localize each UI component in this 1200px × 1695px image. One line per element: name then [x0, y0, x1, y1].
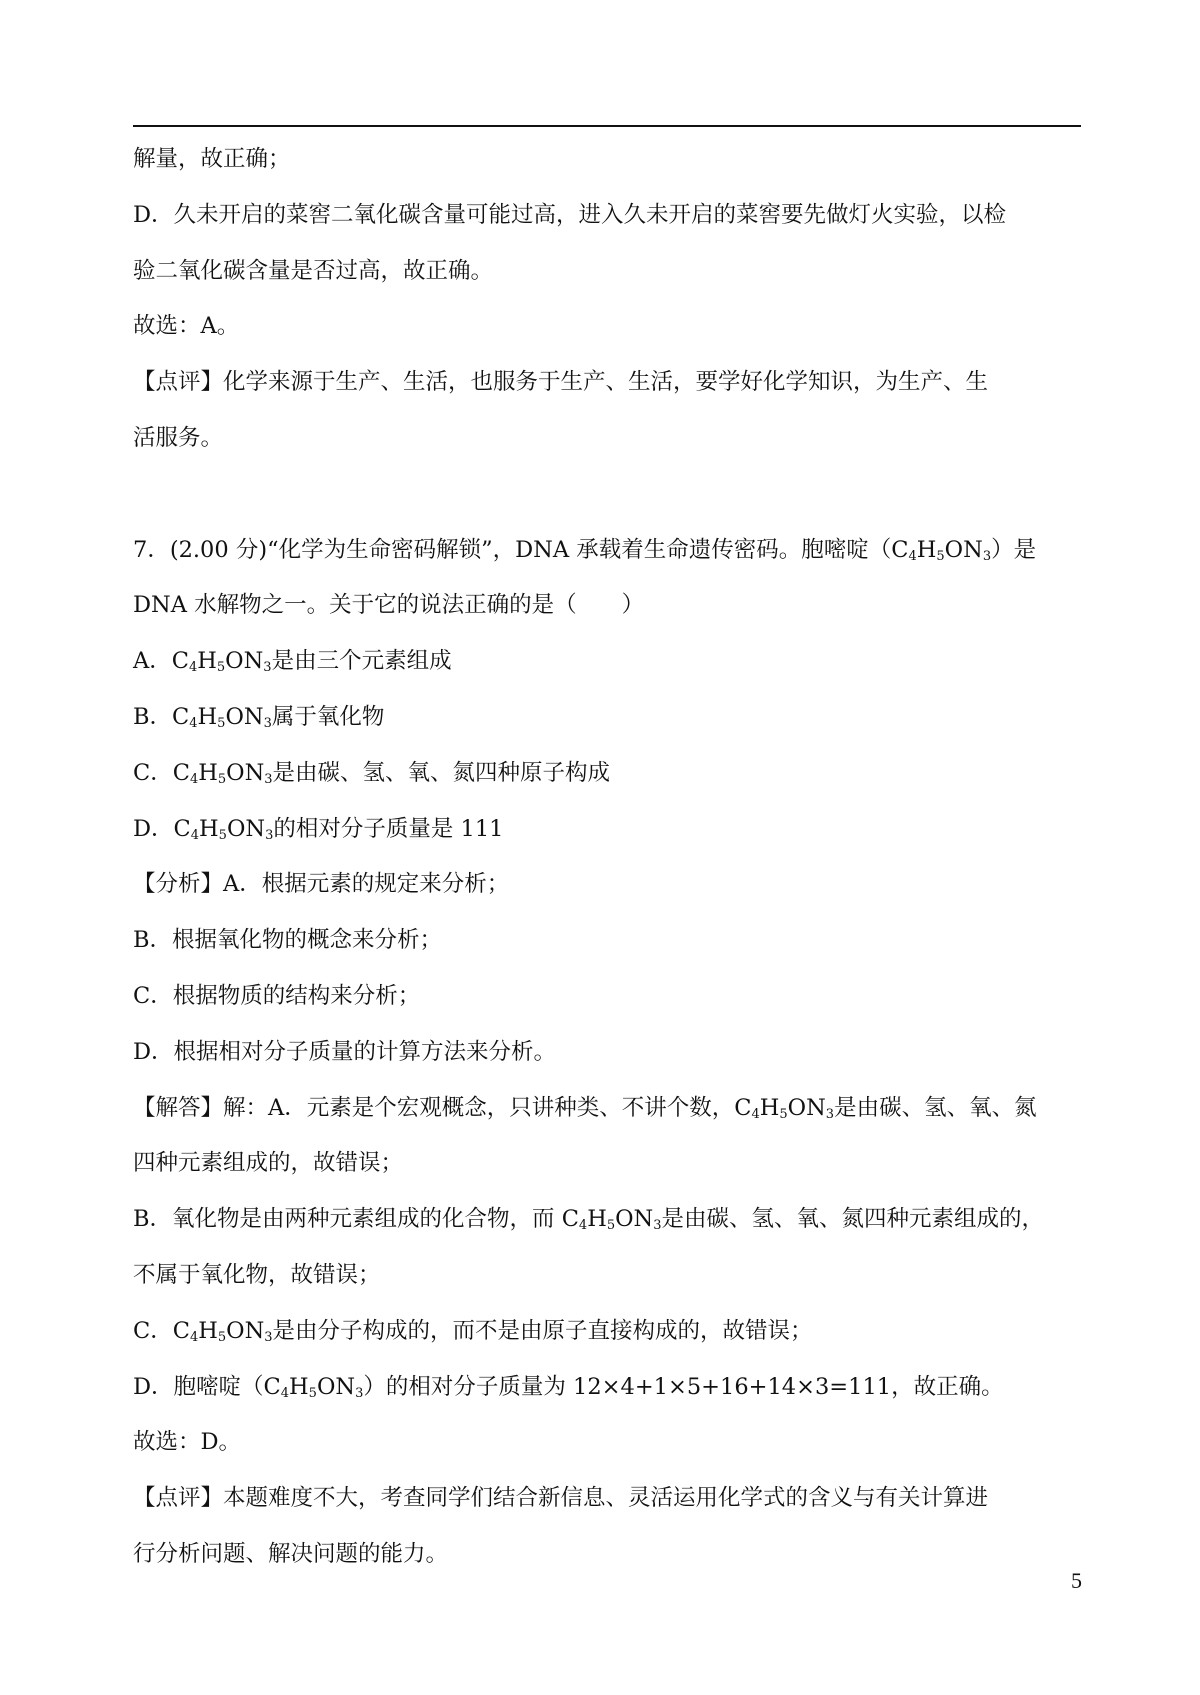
- formula-element-c: C: [172, 703, 190, 730]
- formula-subscript-h: 5: [216, 660, 226, 676]
- section-spacer: [133, 467, 1081, 523]
- option-a-text: 是由三个元素组成: [271, 648, 452, 675]
- prev-comment-line-1: 【点评】化学来源于生产、生活，也服务于生产、生活，要学好化学知识，为生产、生: [133, 369, 989, 396]
- formula-subscript-n: 3: [265, 827, 274, 843]
- formula-subscript-c: 4: [280, 1385, 290, 1401]
- formula-subscript-h: 5: [779, 1106, 788, 1122]
- formula-subscript-n: 3: [263, 660, 272, 676]
- solution-comment-line-1: 【点评】本题难度不大，考查同学们结合新信息、灵活运用化学式的含义与有关计算进: [133, 1485, 989, 1512]
- formula-subscript-h: 5: [217, 715, 226, 731]
- prev-line-1: 解量，故正确；: [133, 146, 291, 172]
- formula-subscript-n: 3: [264, 1329, 273, 1345]
- solution-line-5: [133, 1304, 1081, 1360]
- option-b: [133, 690, 1081, 746]
- prev-comment-line-2: 活服务。: [133, 424, 224, 451]
- solution-line-1-text: 【解答】解：A．元素是个宏观概念，只讲种类、不讲个数，: [133, 1094, 735, 1121]
- option-b-label: B．: [133, 703, 173, 730]
- formula-element-c: C: [172, 759, 190, 786]
- question-7-stem-text: 7．(2.00 分)“化学为生命密码解锁”，DNA 承载着生命遗传密码。胞嘧啶（: [133, 536, 892, 563]
- option-c-label: C．: [133, 759, 173, 786]
- formula-subscript-h: 5: [936, 548, 945, 564]
- option-b-text: 属于氧化物: [271, 703, 385, 730]
- analysis-line-3: C．根据物质的结构来分析；: [133, 982, 421, 1009]
- option-d-label: D．: [133, 815, 174, 842]
- formula-subscript-c: 4: [908, 548, 917, 564]
- analysis-line-1: 【分析】A．根据元素的规定来分析；: [133, 871, 510, 898]
- option-d: [133, 802, 1081, 858]
- formula-element-on: ON: [226, 1317, 265, 1344]
- formula-subscript-h: 5: [606, 1218, 616, 1234]
- page-number: 5: [1071, 1568, 1082, 1593]
- formula-element-on: ON: [787, 1094, 826, 1121]
- solution-line-1: [133, 1081, 1081, 1137]
- chemical-formula: [174, 816, 274, 842]
- formula-element-c: C: [561, 1206, 579, 1233]
- solution-line-4: 不属于氧化物，故错误；: [133, 1261, 381, 1288]
- formula-element-on: ON: [615, 1206, 654, 1233]
- formula-element-c: C: [891, 536, 909, 563]
- chemical-formula: [734, 1095, 834, 1121]
- solution-line-6-text: D．胞嘧啶（: [133, 1373, 264, 1400]
- chemical-formula: [172, 648, 272, 674]
- formula-element-c: C: [173, 815, 191, 842]
- formula-element-h: H: [197, 703, 218, 730]
- solution-line-6-end: ）的相对分子质量为 12×4+1×5+16+14×3=111，故正确。: [363, 1373, 1004, 1400]
- option-c-text: 是由碳、氢、氧、氮四种原子构成: [272, 759, 611, 786]
- formula-subscript-n: 3: [653, 1218, 662, 1234]
- header-rule: [133, 125, 1081, 127]
- chemical-formula: [264, 1374, 364, 1400]
- formula-element-c: C: [171, 648, 189, 675]
- formula-element-on: ON: [226, 759, 265, 786]
- solution-line-5-text: 是由分子构成的，而不是由原子直接构成的，故错误；: [272, 1317, 813, 1344]
- option-d-text: 的相对分子质量是 111: [273, 815, 504, 842]
- formula-subscript-n: 3: [355, 1385, 364, 1401]
- formula-subscript-h: 5: [217, 771, 227, 787]
- formula-element-h: H: [587, 1206, 607, 1233]
- formula-element-on: ON: [225, 648, 264, 675]
- formula-subscript-c: 4: [189, 771, 199, 787]
- prev-answer: 故选：A。: [133, 313, 240, 340]
- formula-subscript-n: 3: [982, 548, 992, 564]
- solution-line-1-end: 是由碳、氢、氧、氮: [834, 1094, 1037, 1121]
- formula-element-on: ON: [226, 815, 266, 842]
- formula-element-h: H: [199, 815, 219, 842]
- formula-element-c: C: [172, 1317, 190, 1344]
- formula-subscript-c: 4: [189, 715, 198, 731]
- formula-subscript-c: 4: [188, 660, 198, 676]
- formula-element-c: C: [263, 1373, 281, 1400]
- chemical-formula: [562, 1206, 662, 1232]
- solution-line-3: [133, 1192, 1081, 1248]
- formula-subscript-h: 5: [217, 1329, 227, 1345]
- solution-answer: 故选：D。: [133, 1429, 242, 1456]
- formula-subscript-n: 3: [264, 771, 273, 787]
- document-body: [133, 132, 1081, 1583]
- chemical-formula: [891, 537, 991, 563]
- chemical-formula: [173, 1318, 273, 1344]
- formula-subscript-h: 5: [308, 1385, 317, 1401]
- prev-line-2: D．久未开启的菜窖二氧化碳含量可能过高，进入久未开启的菜窖要先做灯火实验，以检: [133, 201, 1007, 228]
- chemical-formula: [173, 760, 273, 786]
- prev-line-3: 验二氧化碳含量是否过高，故正确。: [133, 257, 494, 284]
- solution-line-3-text: B．氧化物是由两种元素组成的化合物，而: [133, 1206, 562, 1233]
- formula-element-h: H: [197, 648, 217, 675]
- formula-subscript-c: 4: [190, 827, 200, 843]
- formula-element-h: H: [916, 536, 937, 563]
- formula-element-h: H: [198, 1317, 218, 1344]
- formula-element-h: H: [198, 759, 218, 786]
- question-7-stem: [133, 523, 1081, 579]
- formula-subscript-c: 4: [189, 1329, 199, 1345]
- formula-element-on: ON: [316, 1373, 356, 1400]
- formula-subscript-c: 4: [751, 1106, 760, 1122]
- solution-line-2: 四种元素组成的，故错误；: [133, 1150, 404, 1177]
- option-a-label: A．: [133, 648, 172, 675]
- formula-element-c: C: [734, 1094, 752, 1121]
- formula-subscript-n: 3: [825, 1106, 835, 1122]
- chemical-formula: [172, 704, 272, 730]
- formula-element-h: H: [759, 1094, 780, 1121]
- analysis-line-2: B．根据氧化物的概念来分析；: [133, 927, 443, 954]
- formula-element-on: ON: [944, 536, 983, 563]
- option-a: [133, 634, 1081, 690]
- solution-line-3-end: 是由碳、氢、氧、氮四种元素组成的，: [661, 1206, 1045, 1233]
- formula-element-on: ON: [225, 703, 264, 730]
- formula-subscript-h: 5: [218, 827, 227, 843]
- question-7-stem-line-2: DNA 水解物之一。关于它的说法正确的是（ ）: [133, 592, 645, 619]
- question-7-stem-end: ）是: [991, 536, 1037, 563]
- solution-line-5-label: C．: [133, 1317, 173, 1344]
- solution-line-6: [133, 1360, 1081, 1416]
- solution-comment-line-2: 行分析问题、解决问题的能力。: [133, 1540, 449, 1567]
- option-c: [133, 746, 1081, 802]
- analysis-line-4: D．根据相对分子质量的计算方法来分析。: [133, 1038, 557, 1065]
- formula-subscript-c: 4: [578, 1218, 588, 1234]
- formula-element-h: H: [289, 1373, 309, 1400]
- formula-subscript-n: 3: [263, 715, 272, 731]
